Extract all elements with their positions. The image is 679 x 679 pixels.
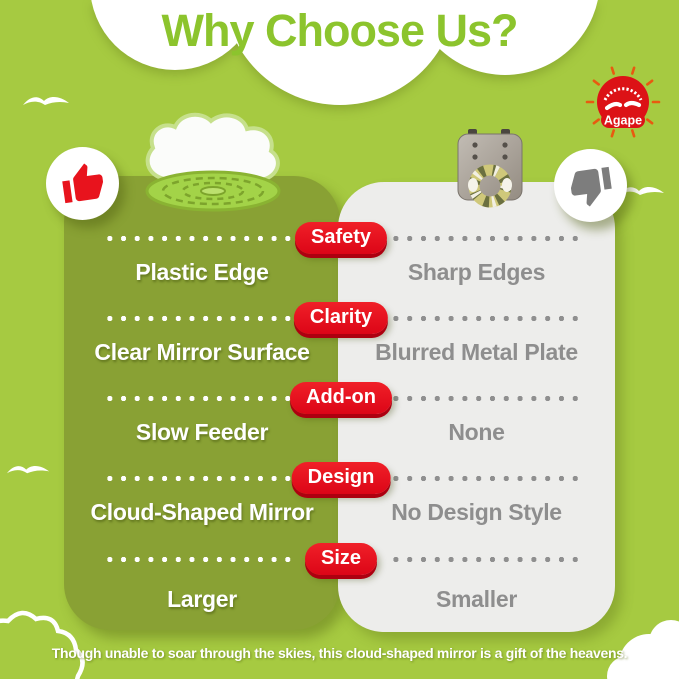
dotted-divider-right bbox=[389, 556, 583, 563]
competitor-feature: Smaller bbox=[435, 586, 517, 612]
metal-plate-product-image bbox=[448, 128, 532, 208]
comparison-row bbox=[0, 466, 679, 547]
competitor-feature: None bbox=[448, 419, 505, 445]
our-feature: Clear Mirror Surface bbox=[94, 339, 310, 365]
competitor-feature: No Design Style bbox=[391, 499, 562, 525]
page-title: Why Choose Us? bbox=[161, 5, 518, 56]
bird-icon bbox=[22, 92, 72, 112]
thumbs-down-icon bbox=[566, 161, 616, 211]
badge-pill: Design bbox=[292, 462, 391, 494]
dotted-divider-left bbox=[103, 556, 295, 563]
comparison-row bbox=[0, 306, 679, 387]
our-feature: Slow Feeder bbox=[135, 419, 269, 445]
thumbs-up-badge bbox=[46, 147, 119, 220]
our-feature: Plastic Edge bbox=[135, 259, 269, 285]
thumbs-up-icon bbox=[58, 159, 108, 209]
competitor-feature: Sharp Edges bbox=[407, 259, 546, 285]
our-feature: Cloud-Shaped Mirror bbox=[90, 499, 314, 525]
competitor-feature: Blurred Metal Plate bbox=[375, 339, 578, 365]
footer-caption: Though unable to soar through the skies, this cloud-shaped mirror is a gift of the heavens. bbox=[51, 645, 628, 661]
dotted-divider-left bbox=[103, 475, 295, 482]
badge-pill: Safety bbox=[295, 222, 387, 254]
comparison-row bbox=[0, 547, 679, 628]
badge-pill: Add-on bbox=[290, 382, 392, 414]
brand-name: Agape bbox=[603, 113, 643, 128]
dotted-divider-right bbox=[389, 235, 583, 242]
dotted-divider-left bbox=[103, 395, 295, 402]
cloud-mirror-glass bbox=[148, 115, 278, 180]
thumbs-down-badge bbox=[554, 149, 627, 222]
comparison-row bbox=[0, 226, 679, 307]
dotted-divider-left bbox=[103, 315, 295, 322]
dotted-divider-right bbox=[389, 475, 583, 482]
comparison-row bbox=[0, 386, 679, 467]
cloud-mirror-product-image bbox=[140, 110, 292, 212]
dotted-divider-right bbox=[389, 315, 583, 322]
cloud-icon bbox=[0, 596, 90, 679]
dotted-divider-left bbox=[103, 235, 295, 242]
agape-sun-badge bbox=[583, 64, 663, 144]
our-feature: Larger bbox=[167, 586, 237, 612]
badge-pill: Clarity bbox=[294, 302, 388, 334]
dotted-divider-right bbox=[389, 395, 583, 402]
badge-pill: Size bbox=[305, 543, 377, 575]
